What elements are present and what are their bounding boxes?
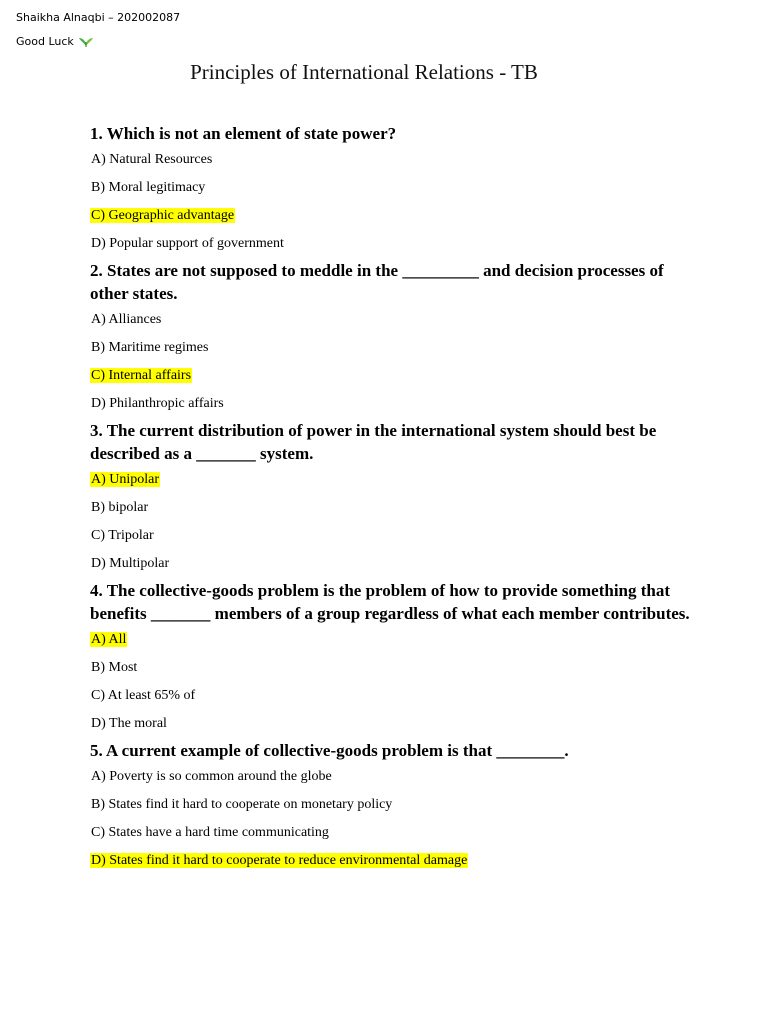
option-d-answer: D) States find it hard to cooperate to reduce environmental damage — [91, 853, 468, 868]
option-d: D) Popular support of government — [91, 236, 284, 251]
question-4 — [90, 579, 690, 739]
option-d: D) The moral — [91, 716, 167, 731]
option-a: A) Natural Resources — [91, 152, 213, 167]
question-text: 2. States are not supposed to meddle in the _________ and decision processes of other states. — [90, 261, 664, 303]
option-a-answer: A) All — [91, 632, 127, 647]
option-b: B) Maritime regimes — [91, 340, 209, 355]
question-text: 1. Which is not an element of state power? — [90, 124, 397, 143]
option-d: D) Philanthropic affairs — [91, 396, 224, 411]
question-1 — [90, 122, 690, 259]
greeting-text: Good Luck — [16, 35, 74, 48]
option-c: C) Tripolar — [91, 528, 154, 543]
question-3 — [90, 419, 690, 579]
greeting-line — [16, 35, 94, 48]
page-title: Principles of International Relations - TB — [190, 60, 538, 84]
author-line: Shaikha Alnaqbi – 202002087 — [16, 11, 181, 24]
question-5 — [90, 739, 690, 880]
leaf-icon — [78, 36, 94, 48]
option-b: B) Most — [91, 660, 138, 675]
option-c: C) At least 65% of — [91, 688, 196, 703]
option-d: D) Multipolar — [91, 556, 170, 571]
question-text: 4. The collective-goods problem is the problem of how to provide something that benefits _______ members of a group regardless of what each member contributes. — [90, 581, 690, 623]
option-b: B) States find it hard to cooperate on monetary policy — [91, 797, 393, 812]
option-c: C) States have a hard time communicating — [91, 825, 329, 840]
option-c-answer: C) Geographic advantage — [91, 208, 235, 223]
question-list — [90, 120, 690, 880]
question-text: 3. The current distribution of power in the international system should best be described as a _______ system. — [90, 421, 657, 463]
question-text: 5. A current example of collective-goods problem is that ________. — [90, 741, 569, 760]
option-b: B) Moral legitimacy — [91, 180, 206, 195]
option-a-answer: A) Unipolar — [91, 472, 160, 487]
option-b: B) bipolar — [91, 500, 149, 515]
option-a: A) Poverty is so common around the globe — [91, 769, 332, 784]
option-a: A) Alliances — [91, 312, 162, 327]
question-2 — [90, 259, 690, 419]
option-c-answer: C) Internal affairs — [91, 368, 192, 383]
